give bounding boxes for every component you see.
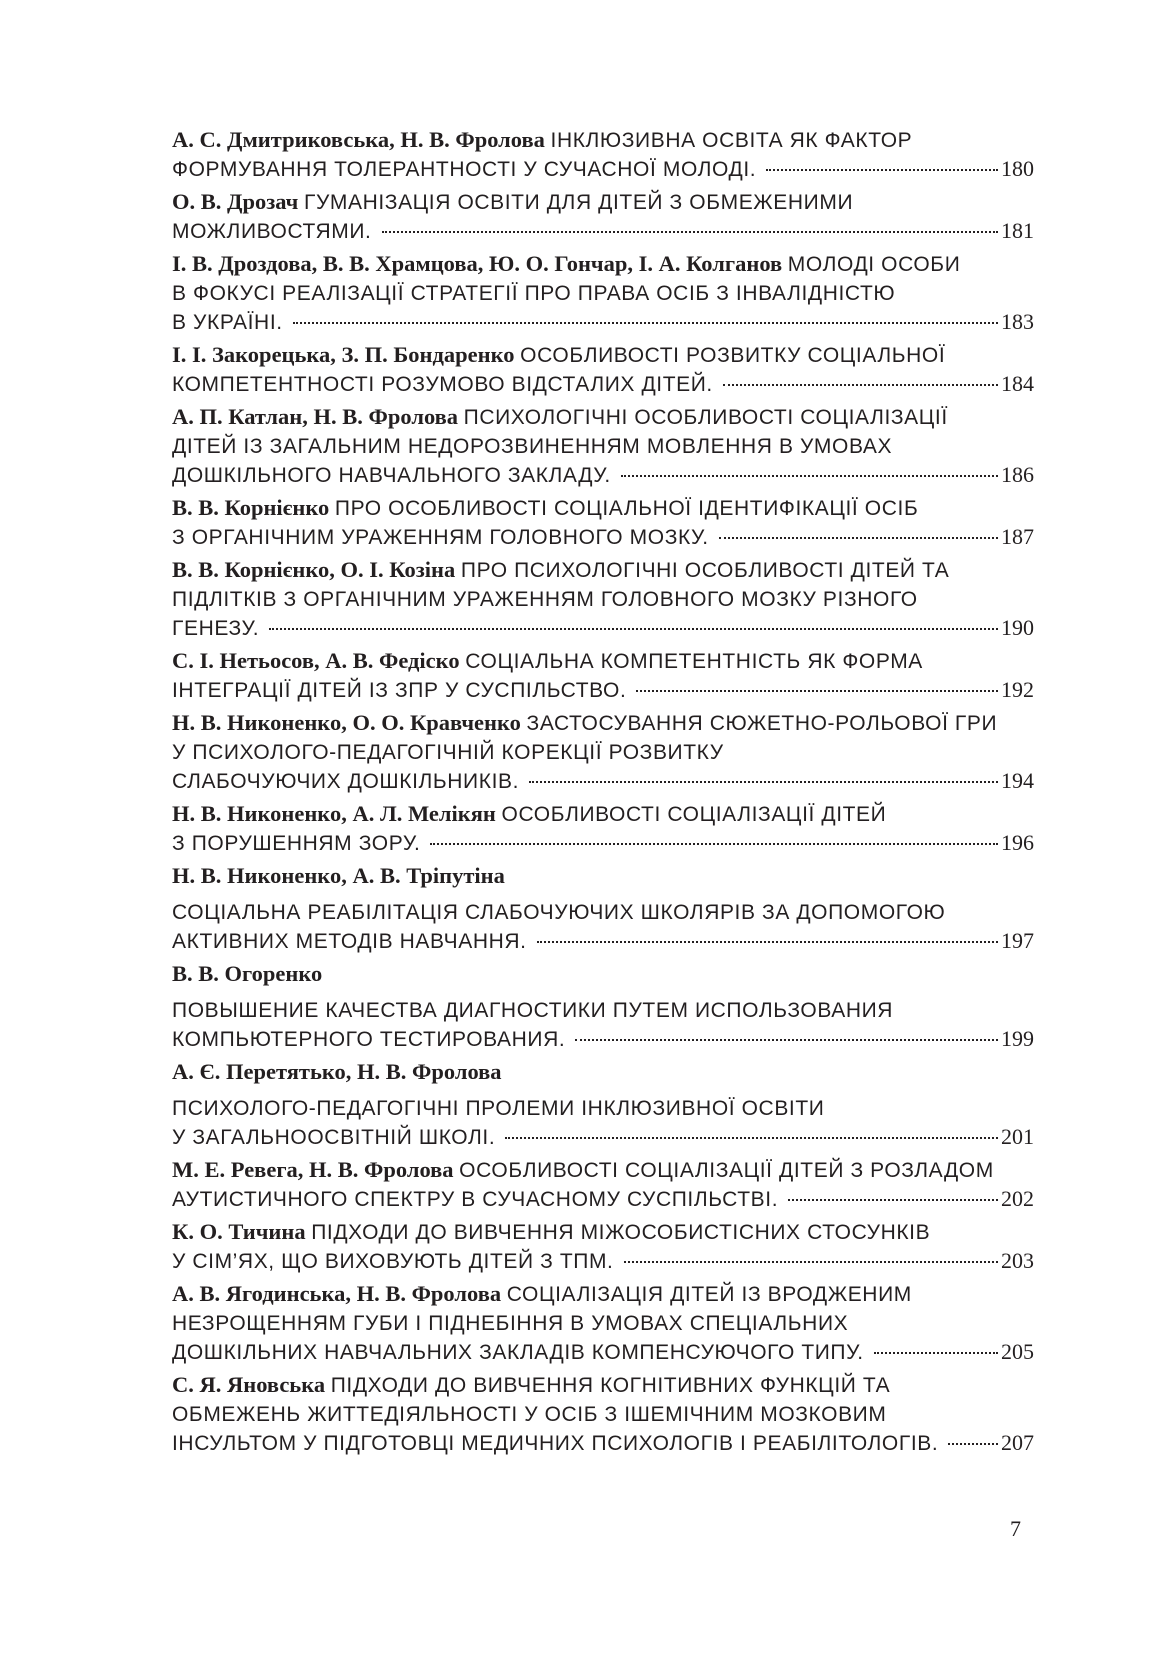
toc-entry-title-line: ПСИХОЛОГО-ПЕДАГОГІЧНІ ПРОЛЕМИ ІНКЛЮЗИВНОЇ ОСВІТИ: [172, 1097, 825, 1120]
toc-entry-title-line: СЛАБОЧУЮЧИХ ДОШКІЛЬНИКІВ.: [172, 770, 520, 793]
toc-entry-page-number: 203: [1001, 1248, 1034, 1273]
toc-entry-authors: В. В. Корнієнко, О. І. Козіна: [172, 557, 456, 582]
toc-entry-title-line: ІНСУЛЬТОМ У ПІДГОТОВЦІ МЕДИЧНИХ ПСИХОЛОГІВ І РЕАБІЛІТОЛОГІВ.: [172, 1432, 939, 1455]
toc-entry-authors: С. І. Нетьосов, А. В. Федіско: [172, 648, 460, 673]
toc-entry: [172, 1218, 1034, 1276]
toc-entry: [172, 188, 1034, 246]
dot-leader: [537, 941, 998, 943]
toc-entry-authors: А. П. Катлан, Н. В. Фролова: [172, 404, 459, 429]
toc-entry-title-line: ДОШКІЛЬНОГО НАВЧАЛЬНОГО ЗАКЛАДУ.: [172, 464, 611, 487]
toc-entry-title-line: В ФОКУСІ РЕАЛІЗАЦІЇ СТРАТЕГІЇ ПРО ПРАВА ОСІБ З ІНВАЛІДНІСТЮ: [172, 282, 896, 305]
toc-entry-title-line: АКТИВНИХ МЕТОДІВ НАВЧАННЯ.: [172, 930, 527, 953]
toc-entry-title-line: КОМПЬЮТЕРНОГО ТЕСТИРОВАНИЯ.: [172, 1028, 566, 1051]
toc-entry-authors: І. І. Закорецька, З. П. Бондаренко: [172, 342, 515, 367]
dot-leader: [505, 1137, 998, 1139]
dot-leader: [636, 690, 998, 692]
toc-entry-title-line: СОЦІАЛІЗАЦІЯ ДІТЕЙ ІЗ ВРОДЖЕНИМ: [506, 1283, 912, 1306]
toc-entry: [172, 800, 1034, 858]
toc-entry-title-line: ПІДХОДИ ДО ВИВЧЕННЯ КОГНІТИВНИХ ФУНКЦІЙ ТА: [330, 1374, 891, 1397]
dot-leader: [766, 169, 998, 171]
toc-entry-title-line: В УКРАЇНІ.: [172, 311, 283, 334]
toc-entry-authors: А. В. Ягодинська, Н. В. Фролова: [172, 1281, 502, 1306]
toc-entry-title-line: ОБМЕЖЕНЬ ЖИТТЕДІЯЛЬНОСТІ У ОСІБ З ІШЕМІЧНИМ МОЗКОВИМ: [172, 1403, 887, 1426]
toc-entry-page-number: 180: [1001, 156, 1034, 181]
dot-leader: [624, 1261, 999, 1263]
toc-entry-title-line: ПІДХОДИ ДО ВИВЧЕННЯ МІЖОСОБИСТІСНИХ СТОСУНКІВ: [311, 1221, 931, 1244]
toc-entry-page-number: 190: [1001, 615, 1034, 640]
toc-entry-page-number: 181: [1001, 218, 1034, 243]
toc-entry-authors: С. Я. Яновська: [172, 1372, 326, 1397]
toc-entry-title-line: З ПОРУШЕННЯМ ЗОРУ.: [172, 832, 421, 855]
toc-entry: [172, 126, 1034, 184]
toc-entry-title-line: ГЕНЕЗУ.: [172, 617, 260, 640]
toc-entry-page-number: 194: [1001, 768, 1034, 793]
table-of-contents: [172, 126, 1034, 1462]
toc-entry-title-line: З ОРГАНІЧНИМ УРАЖЕННЯМ ГОЛОВНОГО МОЗКУ.: [172, 526, 709, 549]
toc-entry-authors: А. С. Дмитриковська, Н. В. Фролова: [172, 127, 545, 152]
toc-entry-title-line: У ПСИХОЛОГО-ПЕДАГОГІЧНІЙ КОРЕКЦІЇ РОЗВИТКУ: [172, 741, 724, 764]
toc-entry-authors: М. Е. Ревега, Н. В. Фролова: [172, 1157, 454, 1182]
page-number: 7: [1010, 1516, 1021, 1541]
toc-entry-authors: Н. В. Никоненко, О. О. Кравченко: [172, 710, 521, 735]
toc-entry-title-line: У ЗАГАЛЬНООСВІТНІЙ ШКОЛІ.: [172, 1126, 496, 1149]
toc-entry-title-line: ОСОБЛИВОСТІ СОЦІАЛІЗАЦІЇ ДІТЕЙ З РОЗЛАДОМ: [459, 1159, 994, 1182]
toc-entry-title-line: У СІМ’ЯХ, ЩО ВИХОВУЮТЬ ДІТЕЙ З ТПМ.: [172, 1250, 614, 1273]
toc-entry-page-number: 186: [1001, 462, 1034, 487]
toc-entry-title-line: МОЛОДІ ОСОБИ: [787, 253, 961, 276]
dot-leader: [529, 781, 998, 783]
toc-entry: [172, 1058, 1034, 1152]
dot-leader: [874, 1352, 998, 1354]
toc-entry-title-line: ФОРМУВАННЯ ТОЛЕРАНТНОСТІ У СУЧАСНОЇ МОЛОДІ.: [172, 158, 757, 181]
toc-entry-title-line: ДОШКІЛЬНИХ НАВЧАЛЬНИХ ЗАКЛАДІВ КОМПЕНСУЮЧОГО ТИПУ.: [172, 1341, 864, 1364]
toc-entry-authors: І. В. Дроздова, В. В. Храмцова, Ю. О. Гончар, І. А. Колганов: [172, 251, 783, 276]
toc-entry: [172, 1371, 1034, 1458]
toc-entry: [172, 960, 1034, 1054]
toc-entry: [172, 709, 1034, 796]
toc-entry-title-line: СОЦІАЛЬНА КОМПЕТЕНТНІСТЬ ЯК ФОРМА: [465, 650, 923, 673]
toc-entry: [172, 250, 1034, 337]
dot-leader: [269, 628, 998, 630]
dot-leader: [382, 231, 999, 233]
dot-leader: [293, 322, 998, 324]
toc-entry-page-number: 187: [1001, 524, 1034, 549]
toc-entry-authors: Н. В. Никоненко, А. Л. Мелікян: [172, 801, 496, 826]
dot-leader: [575, 1039, 998, 1041]
toc-entry: [172, 1280, 1034, 1367]
toc-entry: [172, 341, 1034, 399]
toc-entry-page-number: 196: [1001, 830, 1034, 855]
toc-entry: [172, 647, 1034, 705]
dot-leader: [723, 384, 998, 386]
toc-entry: [172, 494, 1034, 552]
toc-entry-title-line: ПРО ПСИХОЛОГІЧНІ ОСОБЛИВОСТІ ДІТЕЙ ТА: [460, 559, 950, 582]
toc-entry-title-line: ДІТЕЙ ІЗ ЗАГАЛЬНИМ НЕДОРОЗВИНЕННЯМ МОВЛЕННЯ В УМОВАХ: [172, 435, 893, 458]
toc-entry-title-line: ОСОБЛИВОСТІ РОЗВИТКУ СОЦІАЛЬНОЇ: [520, 344, 946, 367]
toc-entry-title-line: МОЖЛИВОСТЯМИ.: [172, 220, 372, 243]
toc-entry-page-number: 184: [1001, 371, 1034, 396]
toc-entry: [172, 556, 1034, 643]
toc-entry-title-line: ПОВЫШЕНИЕ КАЧЕСТВА ДИАГНОСТИКИ ПУТЕМ ИСПОЛЬЗОВАНИЯ: [172, 999, 894, 1022]
toc-entry-authors: В. В. Огоренко: [172, 961, 323, 986]
toc-entry-title-line: ОСОБЛИВОСТІ СОЦІАЛІЗАЦІЇ ДІТЕЙ: [501, 803, 887, 826]
toc-entry-page-number: 207: [1001, 1430, 1034, 1455]
toc-entry-authors: Н. В. Никоненко, А. В. Тріпутіна: [172, 863, 505, 888]
dot-leader: [430, 843, 998, 845]
toc-entry-title-line: ГУМАНІЗАЦІЯ ОСВІТИ ДЛЯ ДІТЕЙ З ОБМЕЖЕНИМИ: [303, 191, 854, 214]
toc-entry-page-number: 201: [1001, 1124, 1034, 1149]
toc-entry-page-number: 192: [1001, 677, 1034, 702]
dot-leader: [948, 1443, 998, 1445]
toc-entry-title-line: КОМПЕТЕНТНОСТІ РОЗУМОВО ВІДСТАЛИХ ДІТЕЙ.: [172, 373, 713, 396]
toc-entry-page-number: 205: [1001, 1339, 1034, 1364]
toc-entry: [172, 862, 1034, 956]
toc-entry-page-number: 197: [1001, 928, 1034, 953]
toc-entry-title-line: ПІДЛІТКІВ З ОРГАНІЧНИМ УРАЖЕННЯМ ГОЛОВНОГО МОЗКУ РІЗНОГО: [172, 588, 918, 611]
dot-leader: [621, 475, 998, 477]
toc-entry-title-line: СОЦІАЛЬНА РЕАБІЛІТАЦІЯ СЛАБОЧУЮЧИХ ШКОЛЯРІВ ЗА ДОПОМОГОЮ: [172, 901, 946, 924]
toc-entry-authors: К. О. Тичина: [172, 1219, 306, 1244]
toc-entry-title-line: ІНКЛЮЗИВНА ОСВІТА ЯК ФАКТОР: [550, 129, 913, 152]
toc-entry-authors: О. В. Дрозач: [172, 189, 299, 214]
dot-leader: [719, 537, 998, 539]
toc-entry: [172, 403, 1034, 490]
toc-entry-page-number: 202: [1001, 1186, 1034, 1211]
toc-entry-title-line: ЗАСТОСУВАННЯ СЮЖЕТНО-РОЛЬОВОЇ ГРИ: [526, 712, 998, 735]
toc-entry-page-number: 199: [1001, 1026, 1034, 1051]
dot-leader: [788, 1199, 998, 1201]
toc-entry: [172, 1156, 1034, 1214]
toc-entry-authors: А. Є. Перетятько, Н. В. Фролова: [172, 1059, 502, 1084]
toc-entry-title-line: АУТИСТИЧНОГО СПЕКТРУ В СУЧАСНОМУ СУСПІЛЬСТВІ.: [172, 1188, 779, 1211]
toc-entry-title-line: ПРО ОСОБЛИВОСТІ СОЦІАЛЬНОЇ ІДЕНТИФІКАЦІЇ ОСІБ: [334, 497, 919, 520]
toc-entry-authors: В. В. Корнієнко: [172, 495, 330, 520]
toc-entry-title-line: НЕЗРОЩЕННЯМ ГУБИ І ПІДНЕБІННЯ В УМОВАХ СПЕЦІАЛЬНИХ: [172, 1312, 849, 1335]
toc-entry-title-line: ІНТЕГРАЦІЇ ДІТЕЙ ІЗ ЗПР У СУСПІЛЬСТВО.: [172, 679, 627, 702]
toc-entry-page-number: 183: [1001, 309, 1034, 334]
toc-entry-title-line: ПСИХОЛОГІЧНІ ОСОБЛИВОСТІ СОЦІАЛІЗАЦІЇ: [463, 406, 948, 429]
